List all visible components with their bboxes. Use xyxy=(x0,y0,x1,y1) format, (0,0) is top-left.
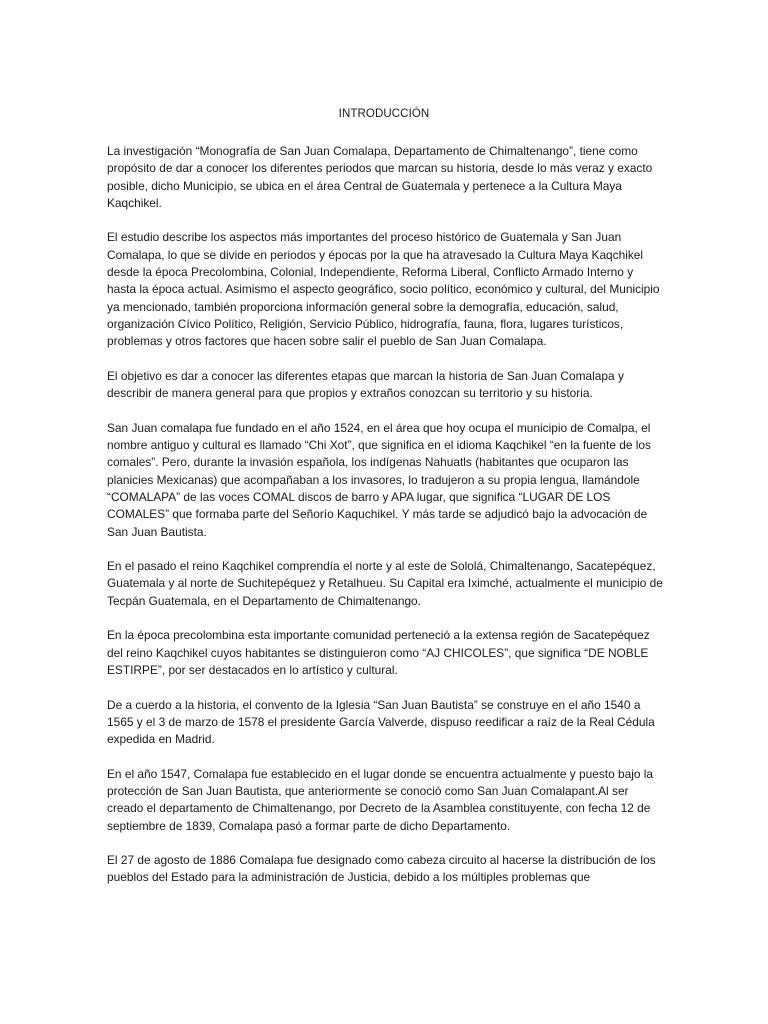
paragraph-7: De a cuerdo a la historia, el convento de la Iglesia “San Juan Bautista” se construye en el año 1540 a 1565 y el 3 de marzo de 1578 el presidente García Valverde, dispuso reedificar a raíz de la Real Cédula expedida en Madrid. xyxy=(107,697,655,747)
document-body xyxy=(107,143,663,904)
paragraph-6: En la época precolombina esta importante comunidad perteneció a la extensa región de Sacatepéquez del reino Kaqchikel cuyos habitantes se distinguieron como “AJ CHICOLES”, que significa “DE NOBLE ESTIRPE”, por ser destacados en lo artístico y cultural. xyxy=(107,628,650,677)
paragraph-5: En el pasado el reino Kaqchikel comprendía el norte y al este de Sololá, Chimaltenango, Sacatepéquez, Guatemala y al norte de Suchitepéquez y Retalhueu. Su Capital era Iximché, actualmente el municipio de Tecpán Guatemala, en el Departamento de Chimaltenango. xyxy=(107,559,663,608)
paragraph-2: El estudio describe los aspectos más importantes del proceso histórico de Guatemala y San Juan Comalapa, lo que se divide en periodos y épocas por la que ha atravesado la Cultura Maya Kaqchikel desde la época Precolombina, Colonial, Independiente, Reforma Liberal, Conflicto Armado Interno y hasta la época actual. Asimismo el aspecto geográfico, socio político, económico y cultural, del Municipio ya mencionado, también proporciona información general sobre la demografía, educación, salud, organización Cívico Político, Religión, Servicio Público, hidrografía, fauna, flora, lugares turísticos, problemas y otros factores que hacen sobre salir el pueblo de San Juan Comalapa. xyxy=(107,230,660,349)
document-title: INTRODUCCIÓN xyxy=(338,108,430,120)
paragraph-4: San Juan comalapa fue fundado en el año 1524, en el área que hoy ocupa el municipio de Comalpa, el nombre antiguo y cultural es llamado “Chi Xot”, que significa en el idioma Kaqchikel “en la fuente de los comales”. Pero, durante la invasión española, los indígenas Nahuatls (habitantes que ocuparon las planicies Mexicanas) que acompañaban a los invasores, lo tradujeron a su propia lengua, llamándole “COMALAPA” de las voces COMAL discos de barro y APA lugar, que significa “LUGAR DE LOS COMALES” que formaba parte del Señorío Kaquchikel. Y más tarde se adjudicó bajo la advocación de San Juan Bautista. xyxy=(107,420,651,539)
paragraph-8: En el año 1547, Comalapa fue establecido en el lugar donde se encuentra actualmente y puesto bajo la protección de San Juan Bautista, que anteriormente se conoció como San Juan Comalapant.Al ser creado el departamento de Chimaltenango, por Decreto de la Asamblea constituyente, con fecha 12 de septiembre de 1839, Comalapa pasó a formar parte de dicho Departamento. xyxy=(107,766,654,833)
paragraph-1: La investigación “Monografía de San Juan Comalapa, Departamento de Chimaltenango”, tiene como propósito de dar a conocer los diferentes periodos que marcan su historia, desde lo más veraz y exacto posible, dicho Municipio, se ubica en el área Central de Guatemala y pertenece a la Cultura Maya Kaqchikel. xyxy=(107,144,653,210)
paragraph-9: El 27 de agosto de 1886 Comalapa fue designado como cabeza circuito al hacerse la distribución de los pueblos del Estado para la administración de Justicia, debido a los múltiples problemas que xyxy=(107,853,656,885)
paragraph-3: El objetivo es dar a conocer las diferentes etapas que marcan la historia de San Juan Comalapa y describir de manera general para que propios y extraños conozcan su territorio y su historia. xyxy=(107,368,624,401)
